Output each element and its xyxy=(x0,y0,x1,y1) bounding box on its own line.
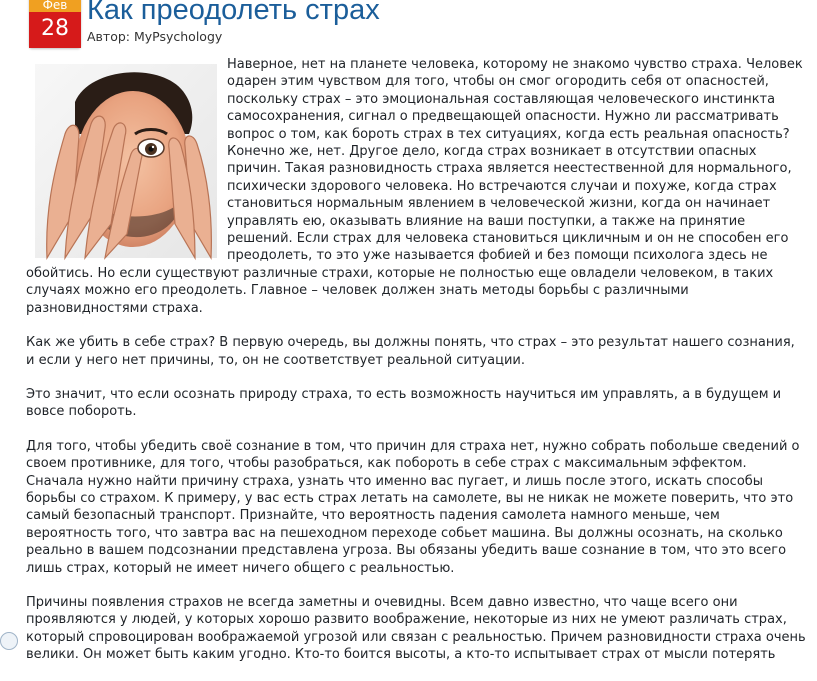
comment-icon[interactable] xyxy=(0,632,18,650)
post-body xyxy=(26,56,806,681)
post-title[interactable]: Как преодолеть страх xyxy=(87,0,380,26)
date-badge xyxy=(29,0,81,48)
paragraph: Как же убить в себе страх? В первую очередь, вы должны понять, что страх – это результат нашего сознания, и если у него нет причины, то, он не соответствует реальной ситуации. xyxy=(26,335,795,368)
paragraph: Наверное, нет на планете человека, которому не знакомо чувство страха. Человек одарен этим чувством для того, чтобы он смог огородить себя от опасностей, поскольку страх – это эмоциональная составляющая человеческого инстинкта самосохранения, сигнал о предвещающей опасности. Нужно ли рассматривать вопрос о том, как бороть страх в тех ситуациях, когда есть реальная опасность? Конечно же, нет. Другое дело, когда страх возникает в отсутствии опасных причин. Такая разновидность страха является неестественной для нормального, психически здорового человека. Но встречаются случаи и похуже, когда страх становиться нормальным явлением в человеческой жизни, когда он начинает управлять ею, оказывать влияние на ваши поступки, а также на принятие решений. Если страх для человека становиться цикличным и он не способен его преодолеть, то это уже называется фобией и без помощи психолога здесь не обойтись. Но если существуют различные страхи, которые не полностью еще овладели человеком, в таких случаях можно его преодолеть. Главное – человек должен знать методы борьбы с различными разновидностями страха. xyxy=(26,57,803,316)
paragraph: Причины появления страхов не всегда заметны и очевидны. Всем давно известно, что чаще всего они проявляются у людей, у которых хорошо развито воображение, некоторые из них не умеют различать страх, который спровоцирован воображаемой угрозой или связан с реальностью. Причем разновидности страха очень велики. Он может быть каким угодно. Кто-то боится высоты, а кто-то испытывает страх от мысли потерять xyxy=(26,594,806,663)
post-author: Автор: MyPsychology xyxy=(87,29,223,44)
date-day: 28 xyxy=(29,12,81,48)
paragraph: Для того, чтобы убедить своё сознание в том, что причин для страха нет, нужно собрать побольше сведений о своем противнике, для того, чтобы разобраться, как побороть в себе страх с максимальным эффектом. Сначала нужно найти причину страха, узнать что именно вас пугает, и лишь после этого, искать способы борьбы со страхом. К примеру, у вас есть страх летать на самолете, вы не никак не можете поверить, что это самый безопасный транспорт. Признайте, что вероятность падения самолета намного меньше, чем вероятность того, что завтра вас на пешеходном переходе собьет машина. Вы должны осознать, на сколько реально в вашем подсознании представлена угроза. Вы обязаны убедить ваше сознание в том, что это всего лишь страх, который не имеет ничего общего с реальностью. xyxy=(26,438,800,576)
date-month: Фев xyxy=(29,0,81,12)
paragraph: Это значит, что если осознать природу страха, то есть возможность научиться им управлять, а в будущем и вовсе побороть. xyxy=(26,386,782,420)
frightened-man-photo xyxy=(35,64,217,258)
